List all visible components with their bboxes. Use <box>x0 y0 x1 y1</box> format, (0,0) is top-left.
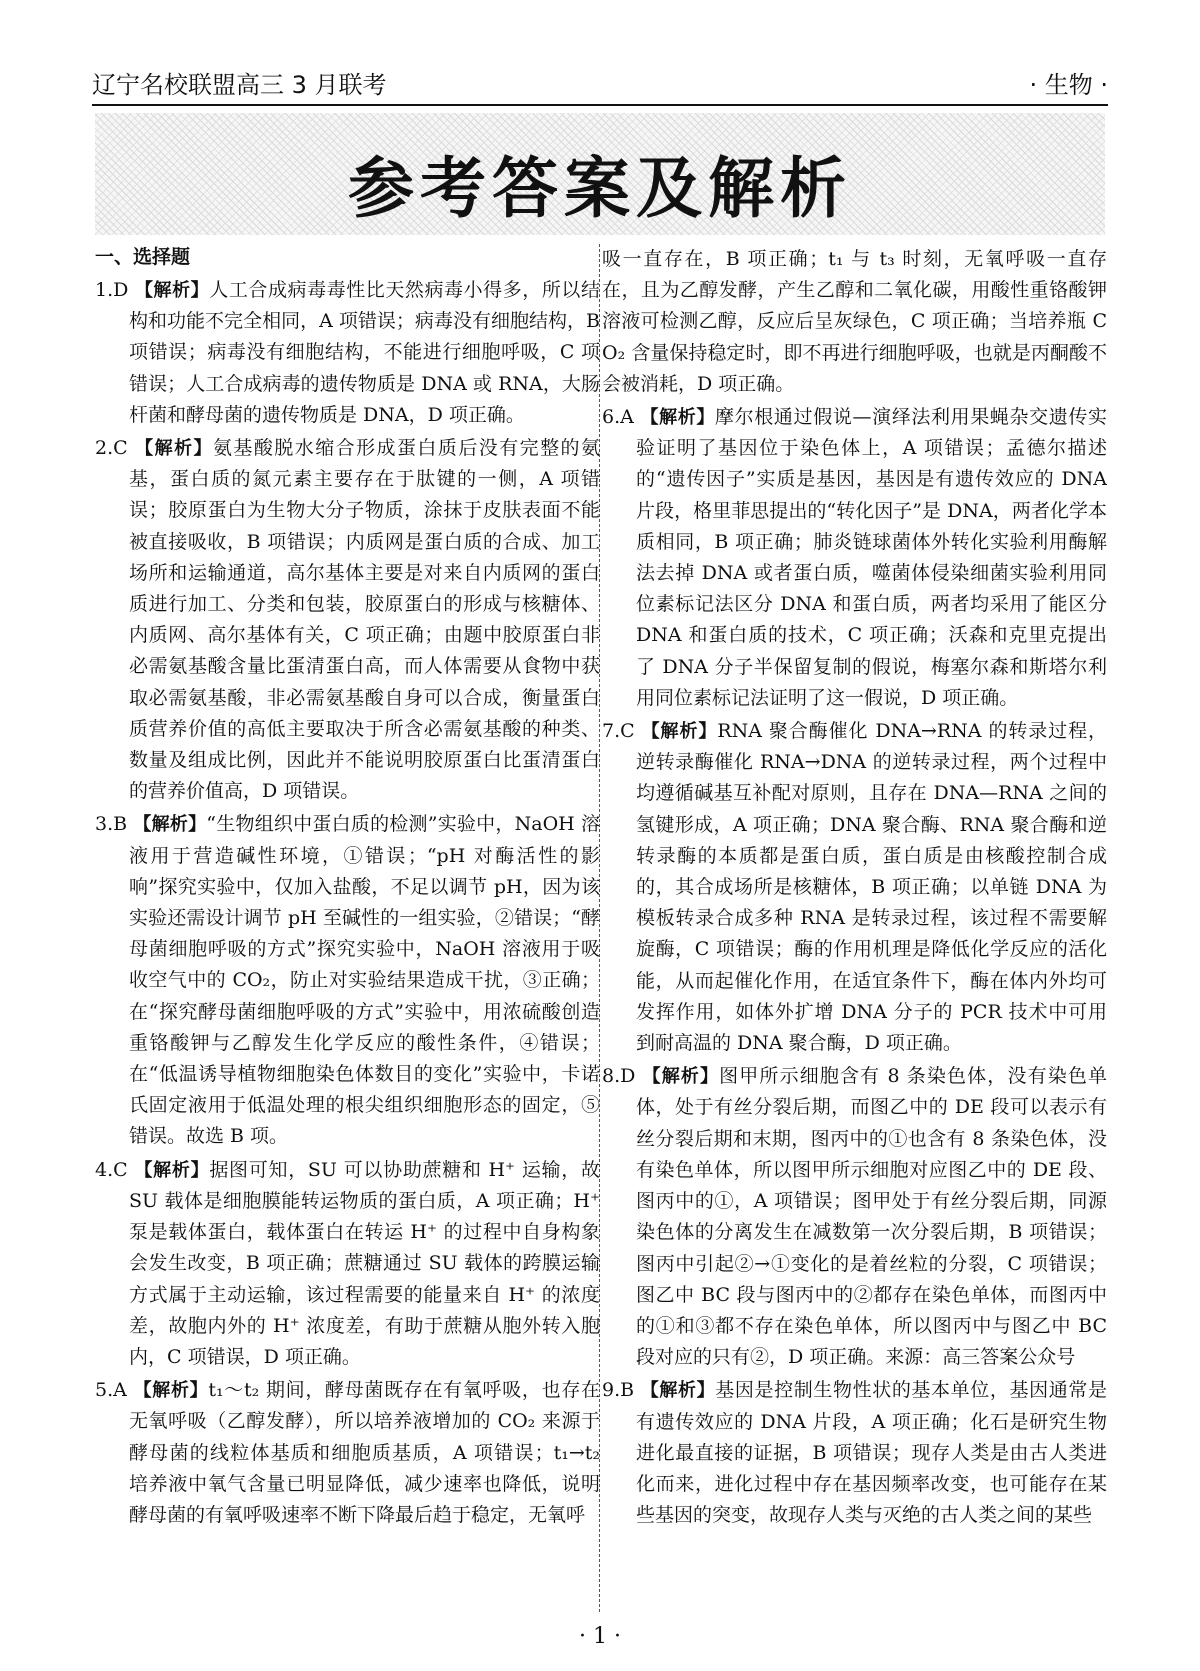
exam-title: 辽宁名校联盟高三 3 月联考 <box>92 71 387 99</box>
answer-item-5-continued: 吸一直存在，B 项正确；t₁ 与 t₃ 时刻，无氧呼吸一直存在，且为乙醇发酵，产生乙醇和二氧化碳，用酸性重铬酸钾溶液可检测乙醇，反应后呈灰绿色，C 项正确；当培养瓶 CO₂ 含量保持稳定时，即不再进行细胞呼吸，也就是丙酮酸不会被消耗，D 项正确。 <box>602 248 1107 395</box>
answer-item-3 <box>95 809 600 1152</box>
answer-item-4 <box>95 1155 600 1373</box>
answer-item-7 <box>602 716 1107 1059</box>
answer-text: 据图可知，SU 可以协助蔗糖和 H⁺ 运输，故 SU 载体是细胞膜能转运物质的蛋白质，A 项正确；H⁺ 泵是载体蛋白，载体蛋白在转运 H⁺ 的过程中自身构象会发生改变，B 项正确；蔗糖通过 SU 载体的跨膜运输方式属于主动运输，该过程需要的能量来自 H⁺ 的浓度差，故胞内外的 H⁺ 浓度差，有助于蔗糖从胞外转入胞内，C 项错误，D 项正确。 <box>129 1158 600 1368</box>
answer-text: 氨基酸脱水缩合形成蛋白质后没有完整的氨基，蛋白质的氮元素主要存在于肽键的一侧，A 项错误；胶原蛋白为生物大分子物质，涂抹于皮肤表面不能被直接吸收，B 项错误；内质网是蛋白质的合成、加工场所和运输通道，高尔基体主要是对来自内质网的蛋白质进行加工、分类和包装，胶原蛋白的形成与核糖体、内质网、高尔基体有关，C 项正确；由题中胶原蛋白非必需氨基酸含量比蛋清蛋白高，而人体需要从食物中获取必需氨基酸，非必需氨基酸自身可以合成，衡量蛋白质营养价值的高低主要取决于所含必需氨基酸的种类、数量及组成比例，因此并不能说明胶原蛋白比蛋清蛋白的营养价值高，D 项错误。 <box>129 437 600 803</box>
answer-text: t₁～t₂ 期间，酵母菌既存在有氧呼吸，也存在无氧呼吸（乙醇发酵），所以培养液增加的 CO₂ 来源于酵母菌的线粒体基质和细胞质基质，A 项错误；t₁→t₂ 培养液中氧气含量已明显降低，减少速率也降低，说明酵母菌的有氧呼吸速率不断下降最后趋于稳定，无氧呼 <box>129 1379 600 1526</box>
question-number: 8.D <box>602 1065 636 1088</box>
answer-text: 人工合成病毒毒性比天然病毒小得多，所以结构和功能不完全相同，A 项错误；病毒没有细胞结构，B 项错误；病毒没有细胞结构，不能进行细胞呼吸，C 项错误；人工合成病毒的遗传物质是 DNA 或 RNA，大肠杆菌和酵母菌的遗传物质是 DNA，D 项正确。 <box>129 279 600 426</box>
question-number: 9.B <box>602 1379 635 1402</box>
answer-item-1 <box>95 275 600 431</box>
answer-text: 摩尔根通过假说—演绎法利用果蝇杂交遗传实验证明了基因位于染色体上，A 项错误；孟德尔描述的“遗传因子”实质是基因，基因是有遗传效应的 DNA 片段，格里菲思提出的“转化因子”是 DNA，两者化学本质相同，B 项正确；肺炎链球菌体外转化实验利用酶解法去掉 DNA 或者蛋白质，噬菌体侵染细菌实验利用同位素标记法区分 DNA 和蛋白质，两者均采用了能区分 DNA 和蛋白质的技术，C 项正确；沃森和克里克提出了 DNA 分子半保留复制的假说，梅塞尔森和斯塔尔利用同位素标记法证明了这一假说，D 项正确。 <box>636 406 1107 709</box>
answer-text: 基因是控制生物性状的基本单位，基因通常是有遗传效应的 DNA 片段，A 项正确；化石是研究生物进化最直接的证据，B 项错误；现存人类是由古人类进化而来，进化过程中存在基因频率改变，也可能存在某些基因的突变，故现存人类与灭绝的古人类之间的某些 <box>636 1379 1107 1527</box>
page-title: 参考答案及解析 <box>348 150 852 227</box>
column-divider <box>599 244 600 1612</box>
page-header <box>92 64 1108 106</box>
section-heading: 一、选择题 <box>95 246 191 268</box>
question-number: 1.D <box>95 279 129 301</box>
answer-item-5 <box>95 1375 600 1531</box>
analysis-tag: 【解析】 <box>135 438 213 460</box>
answer-item-2 <box>95 433 600 807</box>
answer-item-9 <box>602 1375 1107 1531</box>
left-column <box>95 244 600 1614</box>
question-number: 7.C <box>602 720 635 743</box>
page-number: · 1 · <box>579 1624 621 1649</box>
question-number: 6.A <box>602 406 634 429</box>
right-column <box>602 244 1107 1614</box>
analysis-tag: 【解析】 <box>641 721 718 743</box>
analysis-tag: 【解析】 <box>133 1380 209 1402</box>
answer-item-8 <box>602 1061 1107 1373</box>
question-number: 5.A <box>95 1379 127 1402</box>
question-number: 4.C <box>95 1158 128 1181</box>
question-number: 3.B <box>95 813 128 836</box>
analysis-tag: 【解析】 <box>640 1380 716 1402</box>
analysis-tag: 【解析】 <box>640 407 716 429</box>
subject-label: · 生物 · <box>1029 71 1108 99</box>
answer-text: 图甲所示细胞含有 8 条染色体，没有染色单体，处于有丝分裂后期，而图乙中的 DE 段可以表示有丝分裂后期和末期，图丙中的①也含有 8 条染色体，没有染色单体，所以图甲所示细胞对应图乙中的 DE 段、图丙中的①，A 项错误；图甲处于有丝分裂后期，同源染色体的分离发生在减数第一次分裂后期，B 项错误；图丙中引起②→①变化的是着丝粒的分裂，C 项错误；图乙中 BC 段与图丙中的②都存在染色单体，而图丙中的①和③都不存在染色单体，所以图丙中与图乙中 BC 段对应的只有②，D 项正确。 <box>636 1065 1107 1369</box>
answer-text: “生物组织中蛋白质的检测”实验中，NaOH 溶液用于营造碱性环境，①错误；“pH 对酶活性的影响”探究实验中，仅加入盐酸，不足以调节 pH，因为该实验还需设计调节 pH 至碱性的一组实验，②错误；“酵母菌细胞呼吸的方式”探究实验中，NaOH 溶液用于吸收空气中的 CO₂，防止对实验结果造成干扰，③正确；在“探究酵母菌细胞呼吸的方式”实验中，用浓硫酸创造重铬酸钾与乙醇发生化学反应的酸性条件，④错误；在“低温诱导植物细胞染色体数目的变化”实验中，卡诺氏固定液用于低温处理的根尖组织细胞形态的固定，⑤错误。故选 B 项。 <box>129 813 600 1148</box>
analysis-tag: 【解析】 <box>134 280 210 301</box>
title-banner <box>95 113 1105 235</box>
question-number: 2.C <box>95 437 128 460</box>
source-watermark: 来源：高三答案公众号 <box>885 1346 1076 1369</box>
answer-text: RNA 聚合酶催化 DNA→RNA 的转录过程，逆转录酶催化 RNA→DNA 的逆转录过程，两个过程中均遵循碱基互补配对原则，且存在 DNA—RNA 之间的氢键形成，A 项正确；DNA 聚合酶、RNA 聚合酶和逆转录酶的本质都是蛋白质，蛋白质是由核酸控制合成的，其合成场所是核糖体，B 项正确；以单链 DNA 为模板转录合成多种 RNA 是转录过程，该过程不需要解旋酶，C 项错误；酶的作用机理是降低化学反应的活化能，从而起催化作用，在适宜条件下，酶在体内外均可发挥作用，如体外扩增 DNA 分子的 PCR 技术中可用到耐高温的 DNA 聚合酶，D 项正确。 <box>636 720 1107 1055</box>
analysis-tag: 【解析】 <box>133 814 207 836</box>
answer-item-6 <box>602 402 1107 714</box>
analysis-tag: 【解析】 <box>642 1066 720 1088</box>
analysis-tag: 【解析】 <box>134 1159 210 1181</box>
